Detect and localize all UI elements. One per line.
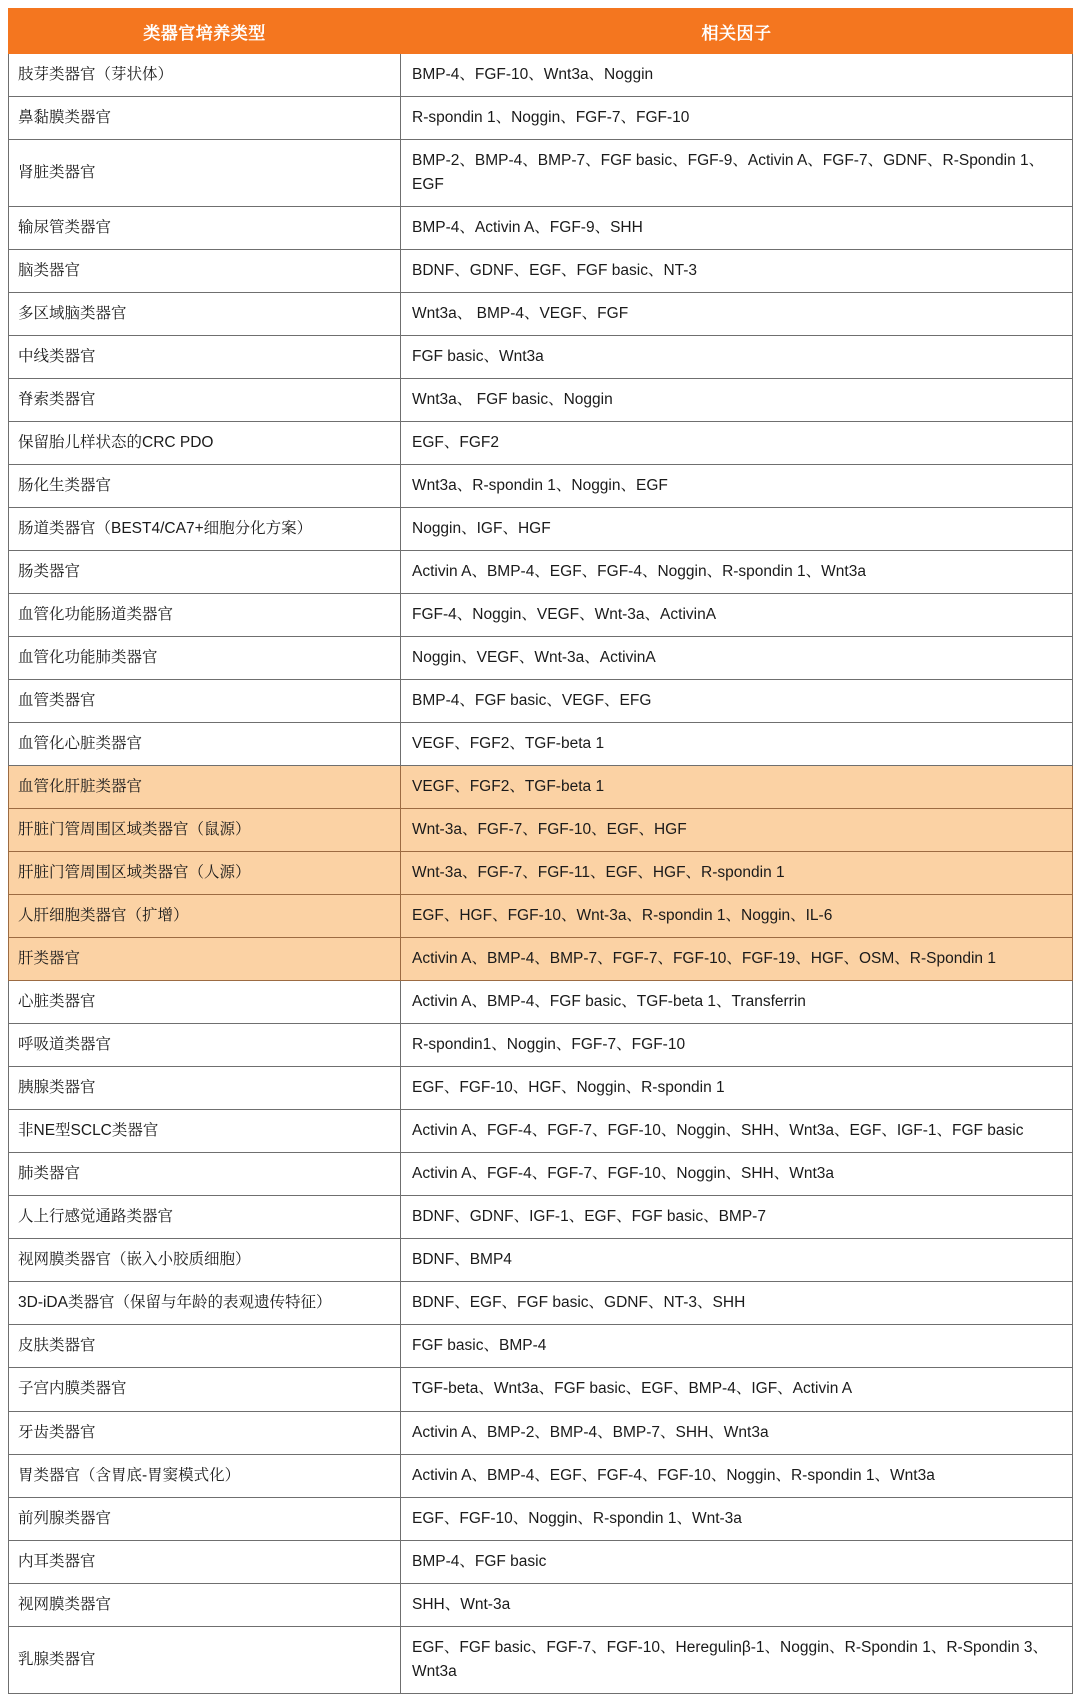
- cell-related-factors: Wnt3a、R-spondin 1、Noggin、EGF: [401, 465, 1073, 508]
- cell-related-factors: Noggin、VEGF、Wnt-3a、ActivinA: [401, 637, 1073, 680]
- cell-related-factors: BMP-4、FGF basic、VEGF、EFG: [401, 680, 1073, 723]
- cell-related-factors: Activin A、BMP-2、BMP-4、BMP-7、SHH、Wnt3a: [401, 1411, 1073, 1454]
- table-row: [9, 1411, 1073, 1454]
- table-row: [9, 809, 1073, 852]
- table-row: [9, 1583, 1073, 1626]
- cell-organoid-type: 3D-iDA类器官（保留与年龄的表观遗传特征）: [9, 1282, 401, 1325]
- table-row: [9, 1110, 1073, 1153]
- table-body: [9, 54, 1073, 1694]
- cell-related-factors: TGF-beta、Wnt3a、FGF basic、EGF、BMP-4、IGF、Activin A: [401, 1368, 1073, 1411]
- table-row: [9, 895, 1073, 938]
- table-row: [9, 207, 1073, 250]
- cell-organoid-type: 输尿管类器官: [9, 207, 401, 250]
- table-row: [9, 336, 1073, 379]
- table-row: [9, 1368, 1073, 1411]
- cell-related-factors: FGF basic、Wnt3a: [401, 336, 1073, 379]
- cell-related-factors: EGF、FGF2: [401, 422, 1073, 465]
- cell-organoid-type: 肝脏门管周围区域类器官（人源）: [9, 852, 401, 895]
- cell-organoid-type: 保留胎儿样状态的CRC PDO: [9, 422, 401, 465]
- column-header-organoid-type: 类器官培养类型: [9, 9, 401, 54]
- cell-related-factors: BMP-2、BMP-4、BMP-7、FGF basic、FGF-9、Activin A、FGF-7、GDNF、R-Spondin 1、EGF: [401, 140, 1073, 207]
- cell-organoid-type: 皮肤类器官: [9, 1325, 401, 1368]
- table-row: [9, 97, 1073, 140]
- cell-related-factors: Activin A、BMP-4、EGF、FGF-4、FGF-10、Noggin、R-spondin 1、Wnt3a: [401, 1454, 1073, 1497]
- cell-organoid-type: 胃类器官（含胃底-胃窦模式化）: [9, 1454, 401, 1497]
- cell-related-factors: Activin A、BMP-4、FGF basic、TGF-beta 1、Transferrin: [401, 981, 1073, 1024]
- cell-related-factors: BMP-4、FGF basic: [401, 1540, 1073, 1583]
- table-row: [9, 1497, 1073, 1540]
- cell-organoid-type: 非NE型SCLC类器官: [9, 1110, 401, 1153]
- table-row: [9, 508, 1073, 551]
- cell-organoid-type: 鼻黏膜类器官: [9, 97, 401, 140]
- cell-related-factors: Activin A、BMP-4、BMP-7、FGF-7、FGF-10、FGF-19、HGF、OSM、R-Spondin 1: [401, 938, 1073, 981]
- cell-organoid-type: 多区域脑类器官: [9, 293, 401, 336]
- table-row: [9, 680, 1073, 723]
- cell-organoid-type: 肝类器官: [9, 938, 401, 981]
- cell-related-factors: Wnt-3a、FGF-7、FGF-10、EGF、HGF: [401, 809, 1073, 852]
- cell-related-factors: Noggin、IGF、HGF: [401, 508, 1073, 551]
- cell-related-factors: EGF、FGF basic、FGF-7、FGF-10、Heregulinβ-1、Noggin、R-Spondin 1、R-Spondin 3、Wnt3a: [401, 1626, 1073, 1693]
- cell-organoid-type: 肢芽类器官（芽状体）: [9, 54, 401, 97]
- cell-organoid-type: 血管化心脏类器官: [9, 723, 401, 766]
- table-row: [9, 637, 1073, 680]
- cell-organoid-type: 视网膜类器官（嵌入小胶质细胞）: [9, 1239, 401, 1282]
- table-row: [9, 1454, 1073, 1497]
- cell-organoid-type: 人肝细胞类器官（扩增）: [9, 895, 401, 938]
- cell-organoid-type: 牙齿类器官: [9, 1411, 401, 1454]
- table-row: [9, 1282, 1073, 1325]
- table-row: [9, 594, 1073, 637]
- organoid-factor-table: [8, 8, 1073, 1694]
- cell-organoid-type: 血管化功能肺类器官: [9, 637, 401, 680]
- cell-organoid-type: 呼吸道类器官: [9, 1024, 401, 1067]
- table-row: [9, 1540, 1073, 1583]
- table-row: [9, 1067, 1073, 1110]
- cell-organoid-type: 血管化肝脏类器官: [9, 766, 401, 809]
- cell-related-factors: BDNF、GDNF、EGF、FGF basic、NT-3: [401, 250, 1073, 293]
- cell-related-factors: Wnt3a、 BMP-4、VEGF、FGF: [401, 293, 1073, 336]
- table-row: [9, 140, 1073, 207]
- cell-related-factors: FGF-4、Noggin、VEGF、Wnt-3a、ActivinA: [401, 594, 1073, 637]
- cell-related-factors: R-spondin1、Noggin、FGF-7、FGF-10: [401, 1024, 1073, 1067]
- cell-organoid-type: 视网膜类器官: [9, 1583, 401, 1626]
- cell-related-factors: EGF、FGF-10、HGF、Noggin、R-spondin 1: [401, 1067, 1073, 1110]
- cell-related-factors: EGF、HGF、FGF-10、Wnt-3a、R-spondin 1、Noggin、IL-6: [401, 895, 1073, 938]
- cell-organoid-type: 脑类器官: [9, 250, 401, 293]
- cell-related-factors: BMP-4、FGF-10、Wnt3a、Noggin: [401, 54, 1073, 97]
- table-row: [9, 852, 1073, 895]
- cell-organoid-type: 心脏类器官: [9, 981, 401, 1024]
- cell-organoid-type: 中线类器官: [9, 336, 401, 379]
- cell-organoid-type: 肠类器官: [9, 551, 401, 594]
- cell-organoid-type: 乳腺类器官: [9, 1626, 401, 1693]
- cell-organoid-type: 脊索类器官: [9, 379, 401, 422]
- table-header: [9, 9, 1073, 54]
- table-row: [9, 379, 1073, 422]
- cell-organoid-type: 子宫内膜类器官: [9, 1368, 401, 1411]
- cell-related-factors: BDNF、EGF、FGF basic、GDNF、NT-3、SHH: [401, 1282, 1073, 1325]
- table-row: [9, 465, 1073, 508]
- table-row: [9, 551, 1073, 594]
- cell-related-factors: BMP-4、Activin A、FGF-9、SHH: [401, 207, 1073, 250]
- table-row: [9, 422, 1073, 465]
- cell-organoid-type: 血管化功能肠道类器官: [9, 594, 401, 637]
- table-row: [9, 766, 1073, 809]
- cell-related-factors: VEGF、FGF2、TGF-beta 1: [401, 723, 1073, 766]
- cell-related-factors: Wnt3a、 FGF basic、Noggin: [401, 379, 1073, 422]
- cell-organoid-type: 血管类器官: [9, 680, 401, 723]
- table-row: [9, 1626, 1073, 1693]
- column-header-related-factors: 相关因子: [401, 9, 1073, 54]
- cell-organoid-type: 胰腺类器官: [9, 1067, 401, 1110]
- cell-organoid-type: 人上行感觉通路类器官: [9, 1196, 401, 1239]
- table-row: [9, 723, 1073, 766]
- cell-related-factors: VEGF、FGF2、TGF-beta 1: [401, 766, 1073, 809]
- cell-organoid-type: 内耳类器官: [9, 1540, 401, 1583]
- cell-organoid-type: 肠道类器官（BEST4/CA7+细胞分化方案）: [9, 508, 401, 551]
- table-row: [9, 1024, 1073, 1067]
- cell-related-factors: Activin A、FGF-4、FGF-7、FGF-10、Noggin、SHH、Wnt3a: [401, 1153, 1073, 1196]
- table-row: [9, 54, 1073, 97]
- cell-related-factors: BDNF、BMP4: [401, 1239, 1073, 1282]
- cell-related-factors: FGF basic、BMP-4: [401, 1325, 1073, 1368]
- cell-organoid-type: 肝脏门管周围区域类器官（鼠源）: [9, 809, 401, 852]
- table-row: [9, 1153, 1073, 1196]
- cell-related-factors: SHH、Wnt-3a: [401, 1583, 1073, 1626]
- cell-organoid-type: 前列腺类器官: [9, 1497, 401, 1540]
- cell-organoid-type: 肾脏类器官: [9, 140, 401, 207]
- table-row: [9, 250, 1073, 293]
- table-row: [9, 293, 1073, 336]
- cell-related-factors: R-spondin 1、Noggin、FGF-7、FGF-10: [401, 97, 1073, 140]
- cell-organoid-type: 肺类器官: [9, 1153, 401, 1196]
- cell-related-factors: Activin A、BMP-4、EGF、FGF-4、Noggin、R-spondin 1、Wnt3a: [401, 551, 1073, 594]
- cell-related-factors: EGF、FGF-10、Noggin、R-spondin 1、Wnt-3a: [401, 1497, 1073, 1540]
- table-header-row: [9, 9, 1073, 54]
- table-row: [9, 981, 1073, 1024]
- table-row: [9, 1325, 1073, 1368]
- table-row: [9, 1239, 1073, 1282]
- cell-related-factors: Wnt-3a、FGF-7、FGF-11、EGF、HGF、R-spondin 1: [401, 852, 1073, 895]
- cell-organoid-type: 肠化生类器官: [9, 465, 401, 508]
- cell-related-factors: BDNF、GDNF、IGF-1、EGF、FGF basic、BMP-7: [401, 1196, 1073, 1239]
- cell-related-factors: Activin A、FGF-4、FGF-7、FGF-10、Noggin、SHH、Wnt3a、EGF、IGF-1、FGF basic: [401, 1110, 1073, 1153]
- organoid-factor-table-container: [8, 8, 1072, 1694]
- table-row: [9, 938, 1073, 981]
- table-row: [9, 1196, 1073, 1239]
